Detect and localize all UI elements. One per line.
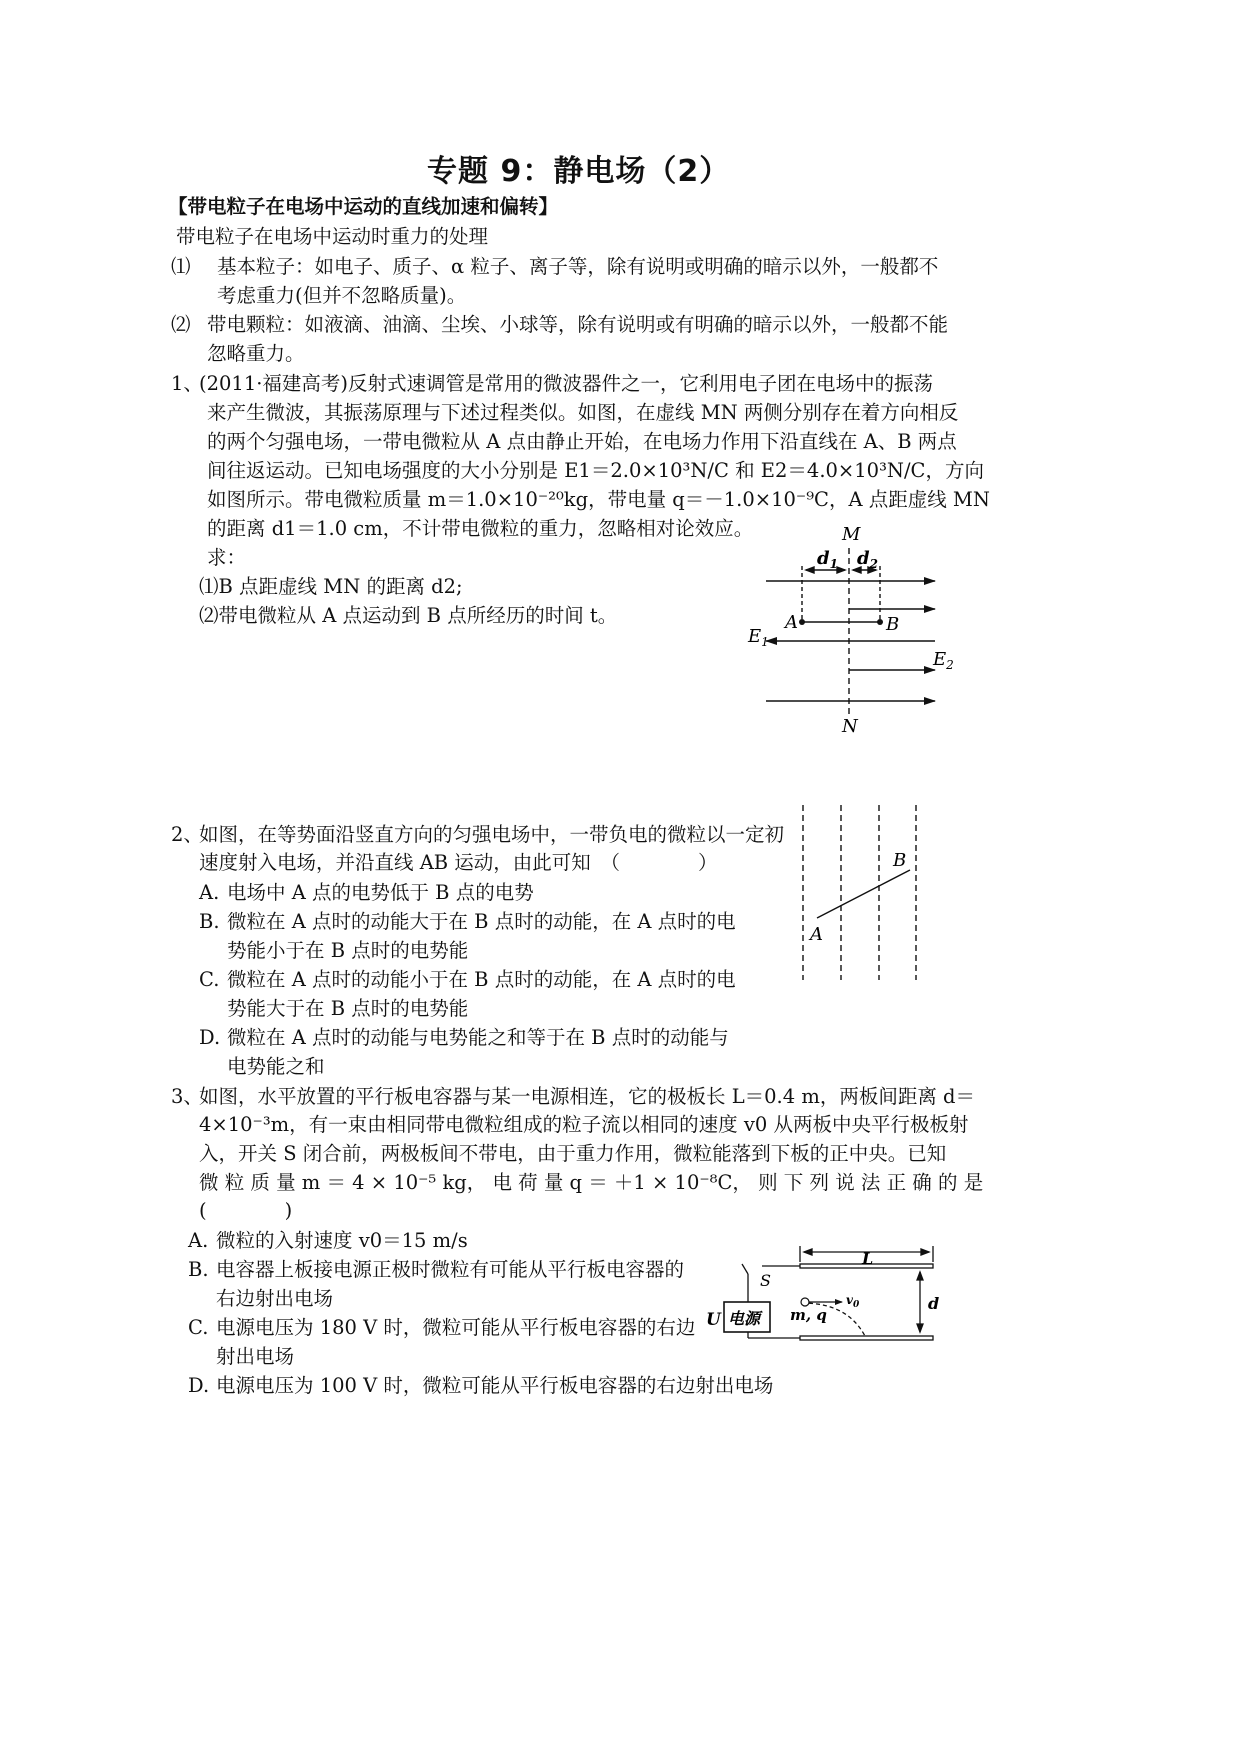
lower-plate [800,1336,933,1340]
q2-option-c-label: C. [199,968,220,991]
q2-option-a-text: 电场中 A 点的电势低于 B 点的电势 [227,881,534,904]
q2-option-b-label: B. [199,910,220,933]
q2-option-d-label: D. [199,1026,221,1049]
label-a: A [785,612,798,633]
q2-option-c-text-1: 微粒在 A 点时的动能小于在 B 点时的动能，在 A 点时的电 [227,968,736,991]
q2-option-b-text-2: 势能小于在 B 点时的电势能 [227,939,469,962]
q1-sub-2: ⑵带电微粒从 A 点运动到 B 点所经历的时间 t。 [199,604,618,627]
rule-2-line-1: 带电颗粒：如液滴、油滴、尘埃、小球等，除有说明或有明确的暗示以外，一般都不能 [207,313,949,336]
q3-option-d-text: 电源电压为 100 V 时，微粒可能从平行板电容器的右边射出电场 [216,1374,774,1397]
svg-text:d1: $d_1$ [817,548,838,571]
q1-line-5: 如图所示。带电微粒质量 m＝1.0×10⁻²⁰kg，带电量 q＝－1.0×10⁻⁹C，A 点距虚线 MN [207,488,990,511]
label-d: d [928,1294,940,1313]
label-l: L [862,1249,874,1268]
label-m-q: m, q [790,1306,827,1324]
label-m: M [842,524,861,545]
q3-capacitor-circuit-diagram [700,1235,950,1350]
section-heading: 【带电粒子在电场中运动的直线加速和偏转】 [168,195,559,218]
subheading: 带电粒子在电场中运动时重力的处理 [176,225,489,248]
rule-1-number: ⑴ [171,255,191,278]
svg-text:E1: $E_1$ [748,626,769,649]
q3-option-b-text-2: 右边射出电场 [216,1287,334,1310]
q3-line-1: 如图，水平放置的平行板电容器与某一电源相连，它的极板长 L＝0.4 m，两板间距离 d＝ [199,1085,976,1108]
ab-trajectory [817,870,910,918]
q2-option-a-label: A. [199,881,220,904]
rule-2-number: ⑵ [171,313,191,336]
label-e1: E [748,626,762,647]
q1-number: 1、 [171,372,203,395]
q3-option-c-label: C. [188,1316,209,1339]
q1-field-diagram [745,520,965,740]
switch-s [742,1264,748,1274]
label-d2: d [857,548,870,569]
label-v0: v [846,1293,853,1307]
label-s: S [760,1271,771,1290]
q2-option-d-text-2: 电势能之和 [227,1055,325,1078]
q1-line-2: 来产生微波，其振荡原理与下述过程类似。如图，在虚线 MN 两侧分别存在着方向相反 [207,401,959,424]
q1-line-6: 的距离 d1＝1.0 cm，不计带电微粒的重力，忽略相对论效应。 [207,517,754,540]
label-power-source: 电源 [728,1309,761,1328]
q3-option-b-text-1: 电容器上板接电源正极时微粒有可能从平行板电容器的 [216,1258,685,1281]
q3-option-b-label: B. [188,1258,209,1281]
rule-1-line-1: 基本粒子：如电子、质子、α 粒子、离子等，除有说明或明确的暗示以外，一般都不 [217,255,939,278]
svg-text:v0: $v_0$ [846,1293,860,1310]
label-e2: E [933,649,947,670]
q3-line-4: 微 粒 质 量 m ＝ 4 × 10⁻⁵ kg， 电 荷 量 q ＝ ＋1 × 10⁻⁸C， 则 下 列 说 法 正 确 的 是 [199,1171,984,1194]
label-n: N [842,716,858,737]
q1-line-4: 间往返运动。已知电场强度的大小分别是 E1＝2.0×10³N/C 和 E2＝4.0×10³N/C，方向 [207,459,984,482]
q3-option-d-label: D. [188,1374,210,1397]
label-b: B [886,614,900,635]
q2-option-c-text-2: 势能大于在 B 点时的电势能 [227,997,469,1020]
q1-line-1: (2011·福建高考)反射式速调管是常用的微波器件之一，它利用电子团在电场中的振荡 [199,372,934,395]
rule-2-line-2: 忽略重力。 [207,342,305,365]
rule-1-line-2: 考虑重力(但并不忽略质量)。 [217,284,467,307]
q2-line-2: 速度射入电场，并沿直线 AB 运动，由此可知 （ ） [199,851,718,874]
q2-option-b-text-1: 微粒在 A 点时的动能大于在 B 点时的动能，在 A 点时的电 [227,910,736,933]
label-u: U [706,1310,721,1330]
label-d1: d [817,548,830,569]
svg-text:E2: $E_2$ [933,649,954,672]
q2-equipotential-diagram [795,800,925,985]
q2-option-d-text-1: 微粒在 A 点时的动能与电势能之和等于在 B 点时的动能与 [227,1026,729,1049]
q2-number: 2、 [171,823,203,846]
q2-line-1: 如图，在等势面沿竖直方向的匀强电场中，一带负电的微粒以一定初 [199,823,785,846]
q1-sub-1: ⑴B 点距虚线 MN 的距离 d2; [199,575,463,598]
q1-line-3: 的两个匀强电场，一带电微粒从 A 点由静止开始，在电场力作用下沿直线在 A、B 两点 [207,430,957,453]
q3-option-a-text: 微粒的入射速度 v0＝15 m/s [216,1229,468,1252]
q3-option-c-text-1: 电源电压为 180 V 时，微粒可能从平行板电容器的右边 [216,1316,696,1339]
q1-line-7: 求： [207,546,247,569]
svg-text:d2: $d_2$ [857,548,878,571]
q3-option-a-label: A. [188,1229,209,1252]
page-title: 专题 9：静电场（2） [427,154,731,189]
q3-line-3: 入，开关 S 闭合前，两极板间不带电，由于重力作用，微粒能落到下板的正中央。已知 [199,1142,947,1165]
q3-option-c-text-2: 射出电场 [216,1345,295,1368]
label-a: A [810,924,823,945]
q3-line-5: ( ) [199,1199,293,1222]
q3-number: 3、 [171,1085,203,1108]
label-b: B [893,850,907,871]
q3-line-2: 4×10⁻³m，有一束由相同带电微粒组成的粒子流以相同的速度 v0 从两板中央平行极板射 [199,1113,969,1136]
